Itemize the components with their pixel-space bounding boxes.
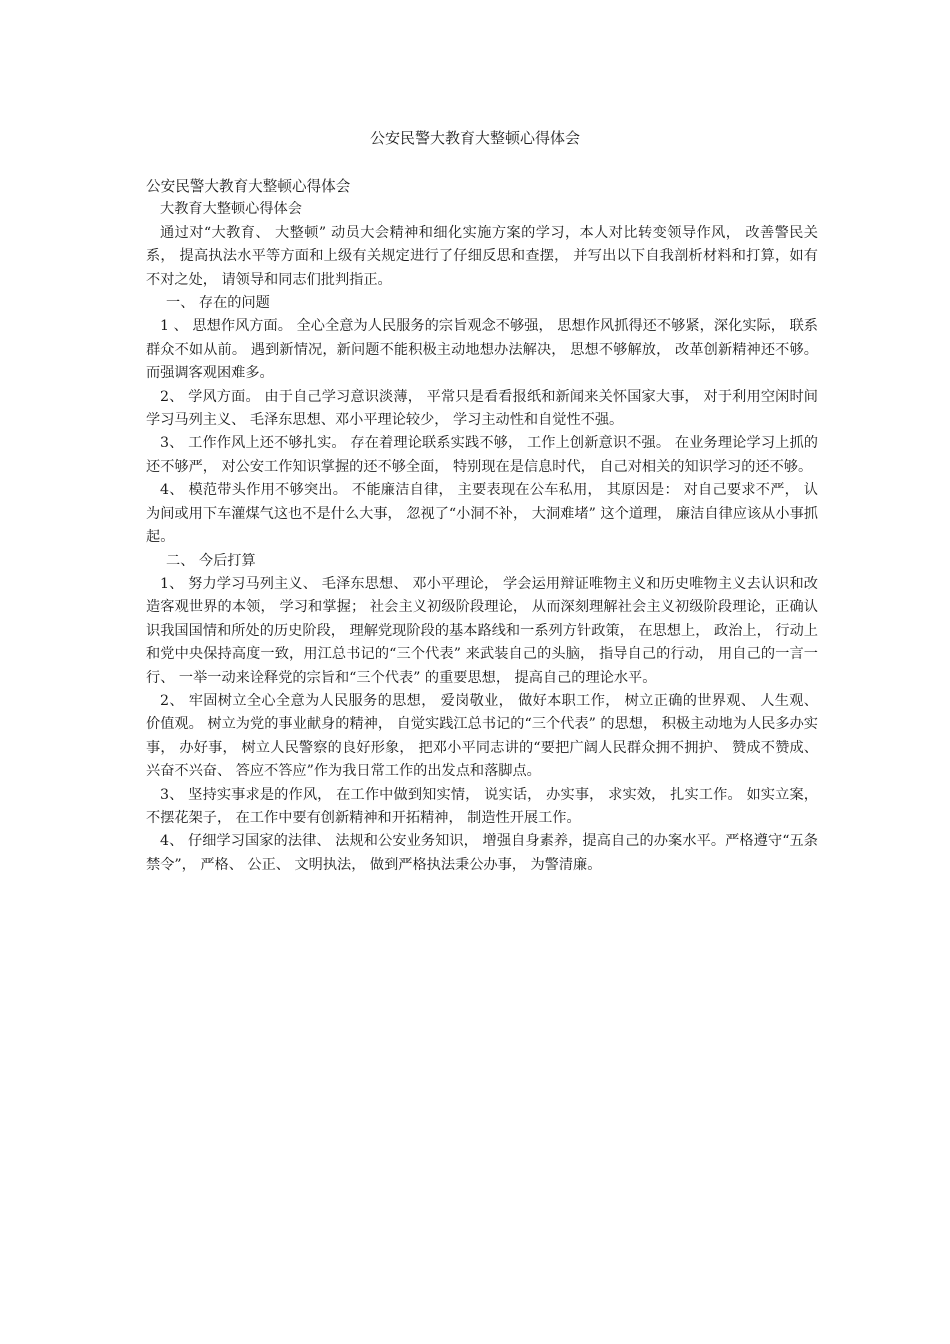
section-heading-problems: 一、 存在的问题 <box>166 295 270 312</box>
plan-item-2: 2、 牢固树立全心全意为人民服务的思想， 爱岗敬业， 做好本职工作， 树立正确的世界观、 人生观、 价值观。 树立为党的事业献身的精神， 自觉实践江总书记的“三个代表” 的思想， 积极主动地为人民多办实事， 办好事， 树立人民警察的良好形象， 把邓小平同志讲的“要把广阔人民群众拥不拥护、 赞成不赞成、 兴奋不兴奋、 答应不答应”作为我日常工作的出发点和落脚点。 <box>146 692 818 780</box>
plan-item-4: 4、 仔细学习国家的法律、 法规和公安业务知识， 增强自身素养，提高自己的办案水平。严格遵守“五条禁令”， 严格、 公正、 文明执法， 做到严格执法秉公办事， 为警清廉。 <box>146 833 818 873</box>
problem-item-3: 3、 工作作风上还不够扎实。 存在着理论联系实践不够， 工作上创新意识不强。 在业务理论学习上抓的还不够严， 对公安工作知识掌握的还不够全面， 特别现在是信息时代， 自己对相关的知识学习的还不够。 <box>146 435 818 475</box>
body-heading: 公安民警大教育大整顿心得体会 <box>146 178 351 195</box>
body-subheading: 大教育大整顿心得体会 <box>160 201 302 218</box>
document-body <box>146 175 818 877</box>
plan-item-1: 1、 努力学习马列主义、 毛泽东思想、 邓小平理论， 学会运用辩证唯物主义和历史唯物主义去认识和改造客观世界的本领， 学习和掌握； 社会主义初级阶段理论， 从而深刻理解社会主义初级阶段理论，正确认识我国国情和所处的历史阶段， 理解党现阶段的基本路线和一系列方针政策， 在思想上， 政治上， 行动上和党中央保持高度一致，用江总书记的“三个代表” 来武装自己的头脑， 指导自己的行动， 用自己的一言一行、 一举一动来诠释党的宗旨和“三个代表” 的重要思想， 提高自己的理论水平。 <box>146 575 818 686</box>
problem-item-2: 2、 学风方面。 由于自己学习意识淡薄， 平常只是看看报纸和新闻来关怀国家大事， 对于利用空闲时间学习马列主义、 毛泽东思想、邓小平理论较少， 学习主动性和自觉性不强。 <box>146 388 818 429</box>
problem-item-1: 1 、 思想作风方面。 全心全意为人民服务的宗旨观念不够强， 思想作风抓得还不够紧，深化实际， 联系群众不如从前。 遇到新情况，新问题不能积极主动地想办法解决， 思想不够解放， 改革创新精神还不够。 而强调客观困难多。 <box>146 318 818 382</box>
section-heading-plans: 二、 今后打算 <box>166 552 256 569</box>
document-title: 公安民警大教育大整顿心得体会 <box>369 129 580 147</box>
problem-item-4: 4、 模范带头作用不够突出。 不能廉洁自律， 主要表现在公车私用， 其原因是： 对自己要求不严， 认为间或用下车灌煤气这也不是什么大事， 忽视了“小洞不补， 大洞难堵” 这个道理， 廉洁自律应该从小事抓起。 <box>146 482 818 546</box>
intro-paragraph: 通过对“大教育、 大整顿” 动员大会精神和细化实施方案的学习，本人对比转变领导作风， 改善警民关系， 提高执法水平等方面和上级有关规定进行了仔细反思和查摆， 并写出以下自我剖析材料和打算，如有不对之处， 请领导和同志们批判指正。 <box>146 224 818 288</box>
plan-item-3: 3、 坚持实事求是的作风， 在工作中做到知实情， 说实话， 办实事， 求实效， 扎实工作。 如实立案， 不摆花架子， 在工作中要有创新精神和开拓精神， 制造性开展工作。 <box>146 786 818 826</box>
